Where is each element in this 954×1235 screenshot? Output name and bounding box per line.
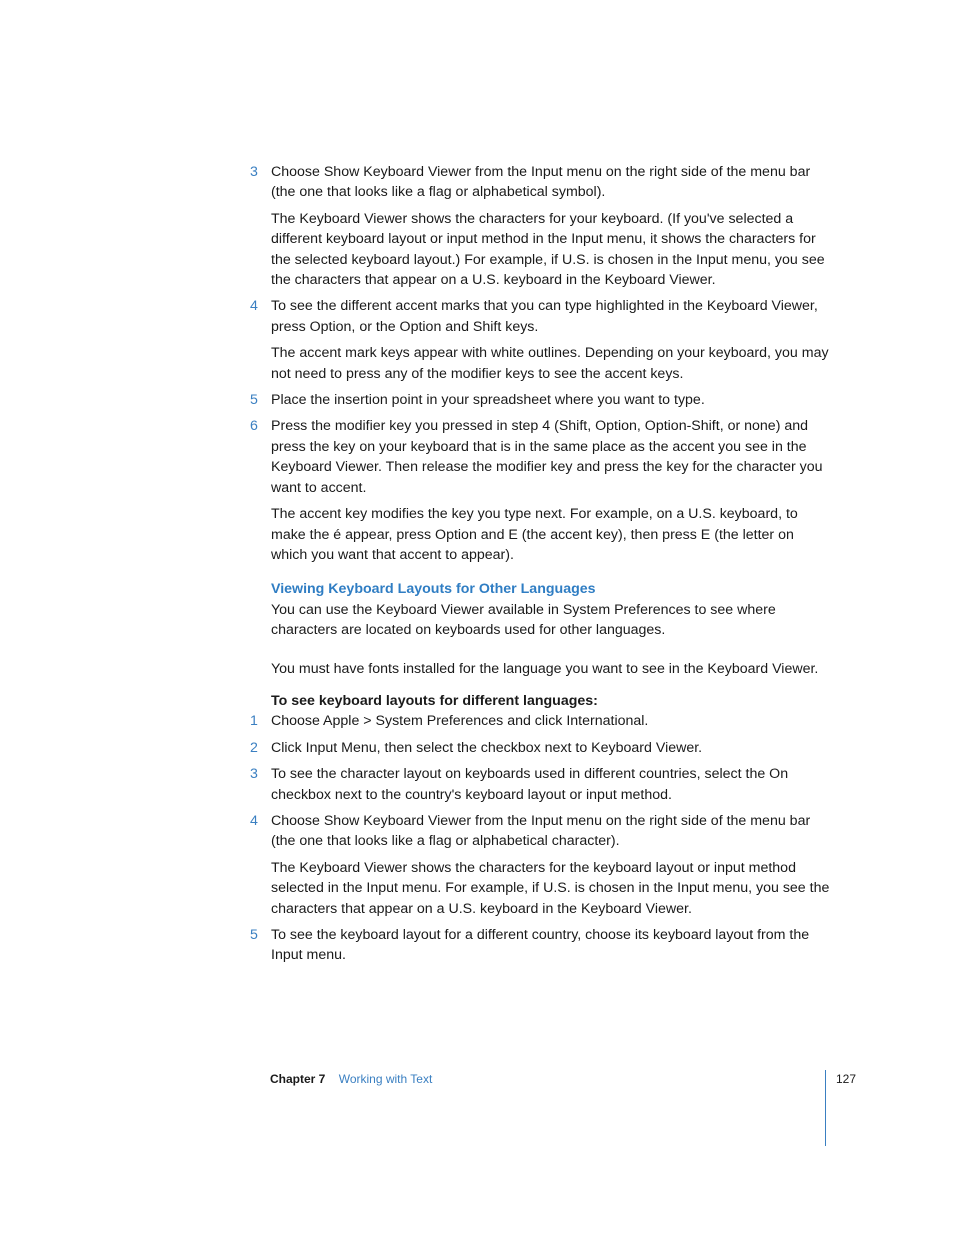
step-text: To see the keyboard layout for a different country, choose its keyboard layout from the Input menu.	[271, 927, 810, 964]
page-content	[250, 162, 830, 972]
step-1	[250, 711, 830, 731]
step-text: To see the character layout on keyboards used in different countries, select the On checkbox next to the country's keyboard layout or input method.	[271, 766, 789, 803]
step-5	[250, 925, 830, 966]
step-text: Choose Apple > System Preferences and click International.	[271, 713, 649, 730]
step-3	[250, 764, 830, 805]
step-number: 1	[250, 713, 258, 730]
step-number: 5	[250, 927, 258, 943]
step-note: The Keyboard Viewer shows the characters for the keyboard layout or input method selected in the Input menu. For example, if U.S. is chosen in the Input menu, you see the characters that appear on a U.S. keyboard in the Keyboard Viewer.	[271, 859, 830, 917]
step-6	[250, 416, 830, 498]
step-3	[250, 162, 830, 203]
step-text: Choose Show Keyboard Viewer from the Input menu on the right side of the menu bar (the one that looks like a flag or alphabetical character).	[271, 812, 811, 850]
page-number: 127	[836, 1072, 857, 1086]
section-intro: You must have fonts installed for the language you want to see in the Keyboard Viewer.	[271, 660, 819, 677]
step-note: The Keyboard Viewer shows the characters for your keyboard. (If you've selected a different keyboard layout or input method in the Input menu, it shows the characters for the selected keyboard layout.) For example, if U.S. is chosen in the Input menu, you see the characters that appear on a U.S. keyboard in the Keyboard Viewer.	[271, 210, 825, 289]
step-number: 3	[250, 766, 258, 783]
step-number: 4	[250, 812, 258, 829]
step-number: 4	[250, 298, 258, 315]
footer-divider	[825, 1070, 826, 1146]
step-note: The accent mark keys appear with white outlines. Depending on your keyboard, you may not need to press any of the modifier keys to see the accent keys.	[271, 345, 829, 382]
step-note: The accent key modifies the key you type next. For example, on a U.S. keyboard, to make the é appear, press Option and E (the accent key), then press E (the letter on which you want that accent to appear).	[271, 506, 798, 563]
task-title: To see keyboard layouts for different languages:	[271, 692, 598, 709]
step-2	[250, 738, 830, 758]
step-4	[250, 296, 830, 337]
step-4	[250, 811, 830, 852]
chapter-label: Chapter 7	[270, 1072, 326, 1086]
step-number: 3	[250, 164, 258, 180]
step-text: Place the insertion point in your spreadsheet where you want to type.	[271, 392, 705, 409]
step-text: Choose Show Keyboard Viewer from the Input menu on the right side of the menu bar (the one that looks like a flag or alphabetical symbol).	[271, 164, 811, 201]
step-text: Click Input Menu, then select the checkbox next to Keyboard Viewer.	[271, 739, 703, 756]
section-intro: You can use the Keyboard Viewer available in System Preferences to see where characters are located on keyboards used for other languages.	[271, 601, 776, 639]
spacer	[250, 647, 830, 659]
chapter-title: Working with Text	[338, 1072, 433, 1086]
step-number: 2	[250, 739, 258, 756]
step-5	[250, 390, 830, 410]
step-number: 5	[250, 392, 258, 409]
step-text: Press the modifier key you pressed in step 4 (Shift, Option, Option-Shift, or none) and press the key on your keyboard that is in the same place as the accent you see in the Keyboard Viewer. Then release the modifier key and press the key for the character you want to accent.	[271, 418, 823, 496]
page-footer	[270, 1072, 432, 1086]
step-text: To see the different accent marks that you can type highlighted in the Keyboard Viewer, press Option, or the Option and Shift keys.	[271, 298, 818, 335]
step-number: 6	[250, 418, 258, 435]
section-heading: Viewing Keyboard Layouts for Other Languages	[271, 581, 596, 598]
